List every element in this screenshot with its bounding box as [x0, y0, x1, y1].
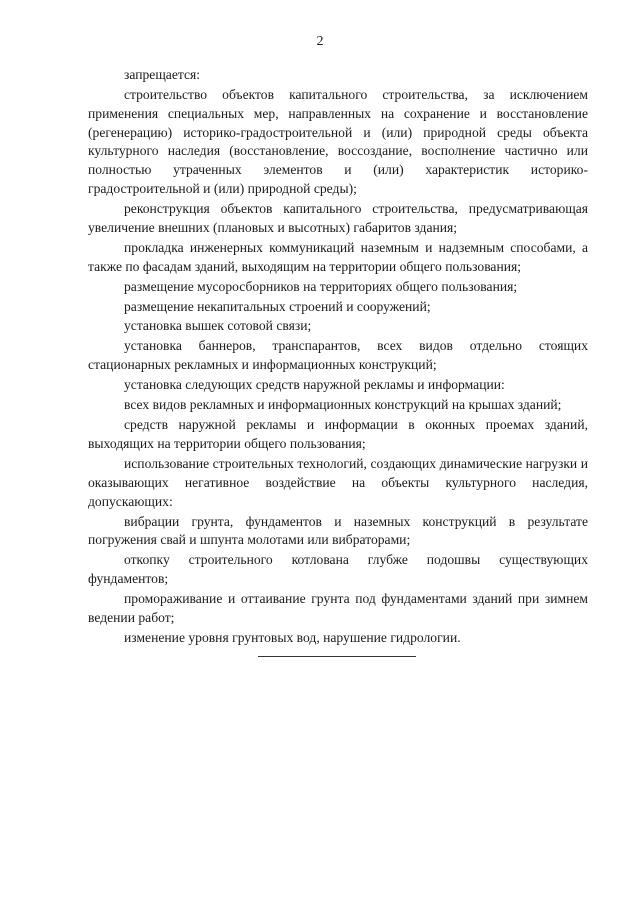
document-body: [88, 66, 588, 649]
paragraph-waste-bins: размещение мусоросборников на территориях общего пользования;: [124, 278, 518, 294]
paragraph-construction: строительство объектов капитального строительства, за исключением применения специальных мер, направленных на сохранение и восстановление (регенерацию) историко-градостроительной и (или) природной среды объекта культурного наследия (восстановление, воссоздание, восполнение частично или полностью утраченных элементов и (или) характеристик историко-градостроительной и (или) природной среды);: [88, 86, 588, 196]
paragraph-banners: установка баннеров, транспарантов, всех видов отдельно стоящих стационарных рекламных и информационных конструкций;: [88, 338, 588, 373]
paragraph-vibration: вибрации грунта, фундаментов и наземных конструкций в результате погружения свай и шпунта молотами или вибраторами;: [88, 513, 588, 548]
paragraph-prohibited-intro: запрещается:: [124, 67, 201, 82]
paragraph-reconstruction: реконструкция объектов капитального строительства, предусматривающая увеличение внешних (плановых и высотных) габаритов здания;: [88, 200, 588, 235]
paragraph-window-advertising: средств наружной рекламы и информации в оконных проемах зданий, выходящих на территории общего пользования;: [88, 417, 588, 452]
paragraph-roof-advertising: всех видов рекламных и информационных конструкций на крышах зданий;: [124, 397, 562, 413]
closing-rule: [258, 656, 416, 657]
paragraph-cell-towers: установка вышек сотовой связи;: [124, 318, 312, 334]
paragraph-freezing: промораживание и оттаивание грунта под фундаментами зданий при зимнем ведении работ;: [88, 591, 588, 625]
paragraph-advertising-intro: установка следующих средств наружной рекламы и информации:: [124, 377, 505, 393]
paragraph-utilities: прокладка инженерных коммуникаций наземным и надземным способами, а также по фасадам зданий, выходящим на территории общего пользования;: [88, 239, 588, 274]
paragraph-groundwater: изменение уровня грунтовых вод, нарушение гидрологии.: [124, 629, 461, 645]
page-number: 2: [316, 34, 324, 49]
paragraph-excavation: откопку строительного котлована глубже подошвы существующих фундаментов;: [88, 552, 588, 587]
paragraph-construction-tech: использование строительных технологий, создающих динамические нагрузки и оказывающих негативное воздействие на объекты культурного наследия, допускающих:: [88, 456, 588, 509]
paragraph-temporary-structures: размещение некапитальных строений и сооружений;: [124, 298, 431, 314]
